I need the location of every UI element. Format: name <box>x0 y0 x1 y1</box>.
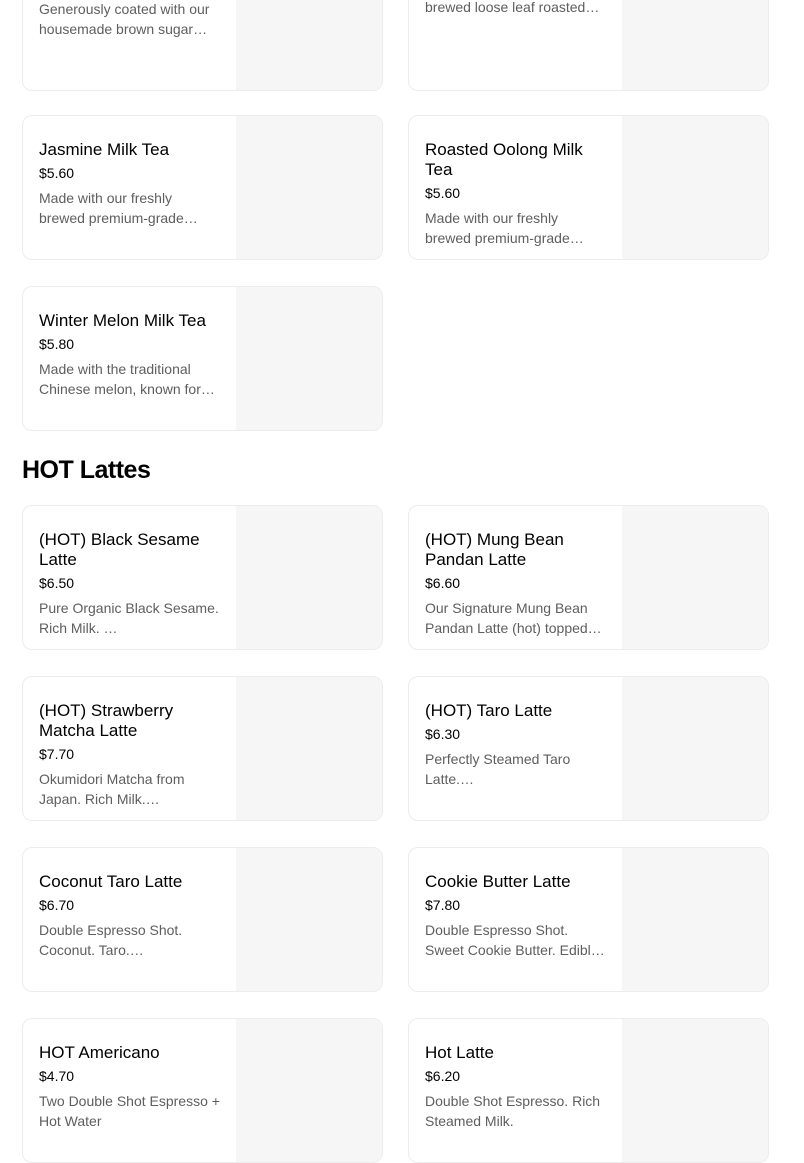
menu-item-card[interactable] <box>22 115 383 260</box>
menu-item-description: Double Shot Espresso. Rich Steamed Milk. <box>425 1093 601 1129</box>
menu-item-description: Made with our freshly brewed premium-grade… <box>425 210 584 246</box>
menu-item-image <box>236 0 382 90</box>
menu-item-price: $5.80 <box>39 336 75 352</box>
menu-item-description: Double Espresso Shot. Sweet Cookie Butter. Edibl… <box>425 922 605 958</box>
menu-item-name: (HOT) Mung Bean Pandan Latte <box>425 530 564 569</box>
menu-item-card[interactable] <box>22 1018 383 1163</box>
menu-item-card[interactable] <box>22 505 383 650</box>
menu-item-description: Our Signature Mung Bean Pandan Latte (hot) topped… <box>425 600 602 636</box>
menu-item-info <box>425 1043 607 1131</box>
menu-item-card[interactable] <box>408 847 769 992</box>
menu-item-price: $5.60 <box>39 165 75 181</box>
menu-item-card[interactable] <box>408 505 769 650</box>
menu-item-image <box>622 848 768 991</box>
menu-item-card[interactable] <box>22 0 383 91</box>
menu-item-price: $6.50 <box>39 575 75 591</box>
menu-item-description: brewed loose leaf roasted… <box>425 0 600 15</box>
menu-item-description: Double Espresso Shot. Coconut. Taro.… <box>39 922 183 958</box>
menu-item-description: Made with the traditional Chinese melon, known for… <box>39 361 215 397</box>
menu-item-info <box>39 701 221 809</box>
menu-item-image <box>236 677 382 820</box>
menu-item-description: Two Double Shot Espresso + Hot Water <box>39 1093 220 1129</box>
menu-item-price: $6.20 <box>425 1068 461 1084</box>
menu-item-name: Jasmine Milk Tea <box>39 140 170 159</box>
menu-item-price: $6.60 <box>425 575 461 591</box>
menu-item-info <box>425 701 607 789</box>
menu-item-image <box>236 116 382 259</box>
menu-item-name: Cookie Butter Latte <box>425 872 571 891</box>
menu-item-card[interactable] <box>22 286 383 431</box>
menu-item-card[interactable] <box>22 676 383 821</box>
menu-item-card[interactable] <box>408 0 769 91</box>
menu-item-image <box>622 677 768 820</box>
menu-item-image <box>622 0 768 90</box>
menu-item-price: $6.30 <box>425 726 461 742</box>
menu-item-info <box>39 0 221 39</box>
menu-item-price: $7.80 <box>425 897 461 913</box>
menu-item-info <box>39 530 221 638</box>
menu-item-info <box>425 140 607 248</box>
menu-item-image <box>236 1019 382 1162</box>
menu-item-info <box>39 311 221 399</box>
menu-item-card[interactable] <box>408 115 769 260</box>
menu-item-description: Okumidori Matcha from Japan. Rich Milk.… <box>39 771 185 807</box>
menu-item-image <box>622 116 768 259</box>
menu-item-image <box>236 848 382 991</box>
menu-item-price: $4.70 <box>39 1068 75 1084</box>
menu-item-name: Coconut Taro Latte <box>39 872 183 891</box>
menu-item-image <box>236 506 382 649</box>
menu-item-image <box>236 287 382 430</box>
menu-item-name: Hot Latte <box>425 1043 494 1062</box>
menu-item-description: Made with our freshly brewed premium-grade… <box>39 190 198 226</box>
menu-item-info <box>425 872 607 960</box>
menu-item-name: Winter Melon Milk Tea <box>39 311 206 330</box>
menu-item-info <box>39 872 221 960</box>
menu-item-card[interactable] <box>22 847 383 992</box>
menu-item-name: (HOT) Taro Latte <box>425 701 553 720</box>
menu-item-info <box>425 0 607 17</box>
section-title: HOT Lattes <box>22 456 151 484</box>
menu-item-image <box>622 1019 768 1162</box>
menu-item-name: HOT Americano <box>39 1043 160 1062</box>
menu-item-name: (HOT) Black Sesame Latte <box>39 530 200 569</box>
menu-item-description: Perfectly Steamed Taro Latte.… <box>425 751 571 787</box>
menu-item-description: Pure Organic Black Sesame. Rich Milk. … <box>39 600 219 636</box>
menu-item-name: Roasted Oolong Milk Tea <box>425 140 583 179</box>
menu-item-price: $6.70 <box>39 897 75 913</box>
menu-item-card[interactable] <box>408 1018 769 1163</box>
menu-item-name: (HOT) Strawberry Matcha Latte <box>39 701 174 740</box>
menu-item-info <box>425 530 607 638</box>
menu-item-price: $5.60 <box>425 185 461 201</box>
menu-item-price: $7.70 <box>39 746 75 762</box>
menu-item-image <box>622 506 768 649</box>
menu-item-info <box>39 140 221 228</box>
menu-item-info <box>39 1043 221 1131</box>
menu-item-card[interactable] <box>408 676 769 821</box>
menu-item-description: Generously coated with our housemade brown sugar… <box>39 1 210 37</box>
